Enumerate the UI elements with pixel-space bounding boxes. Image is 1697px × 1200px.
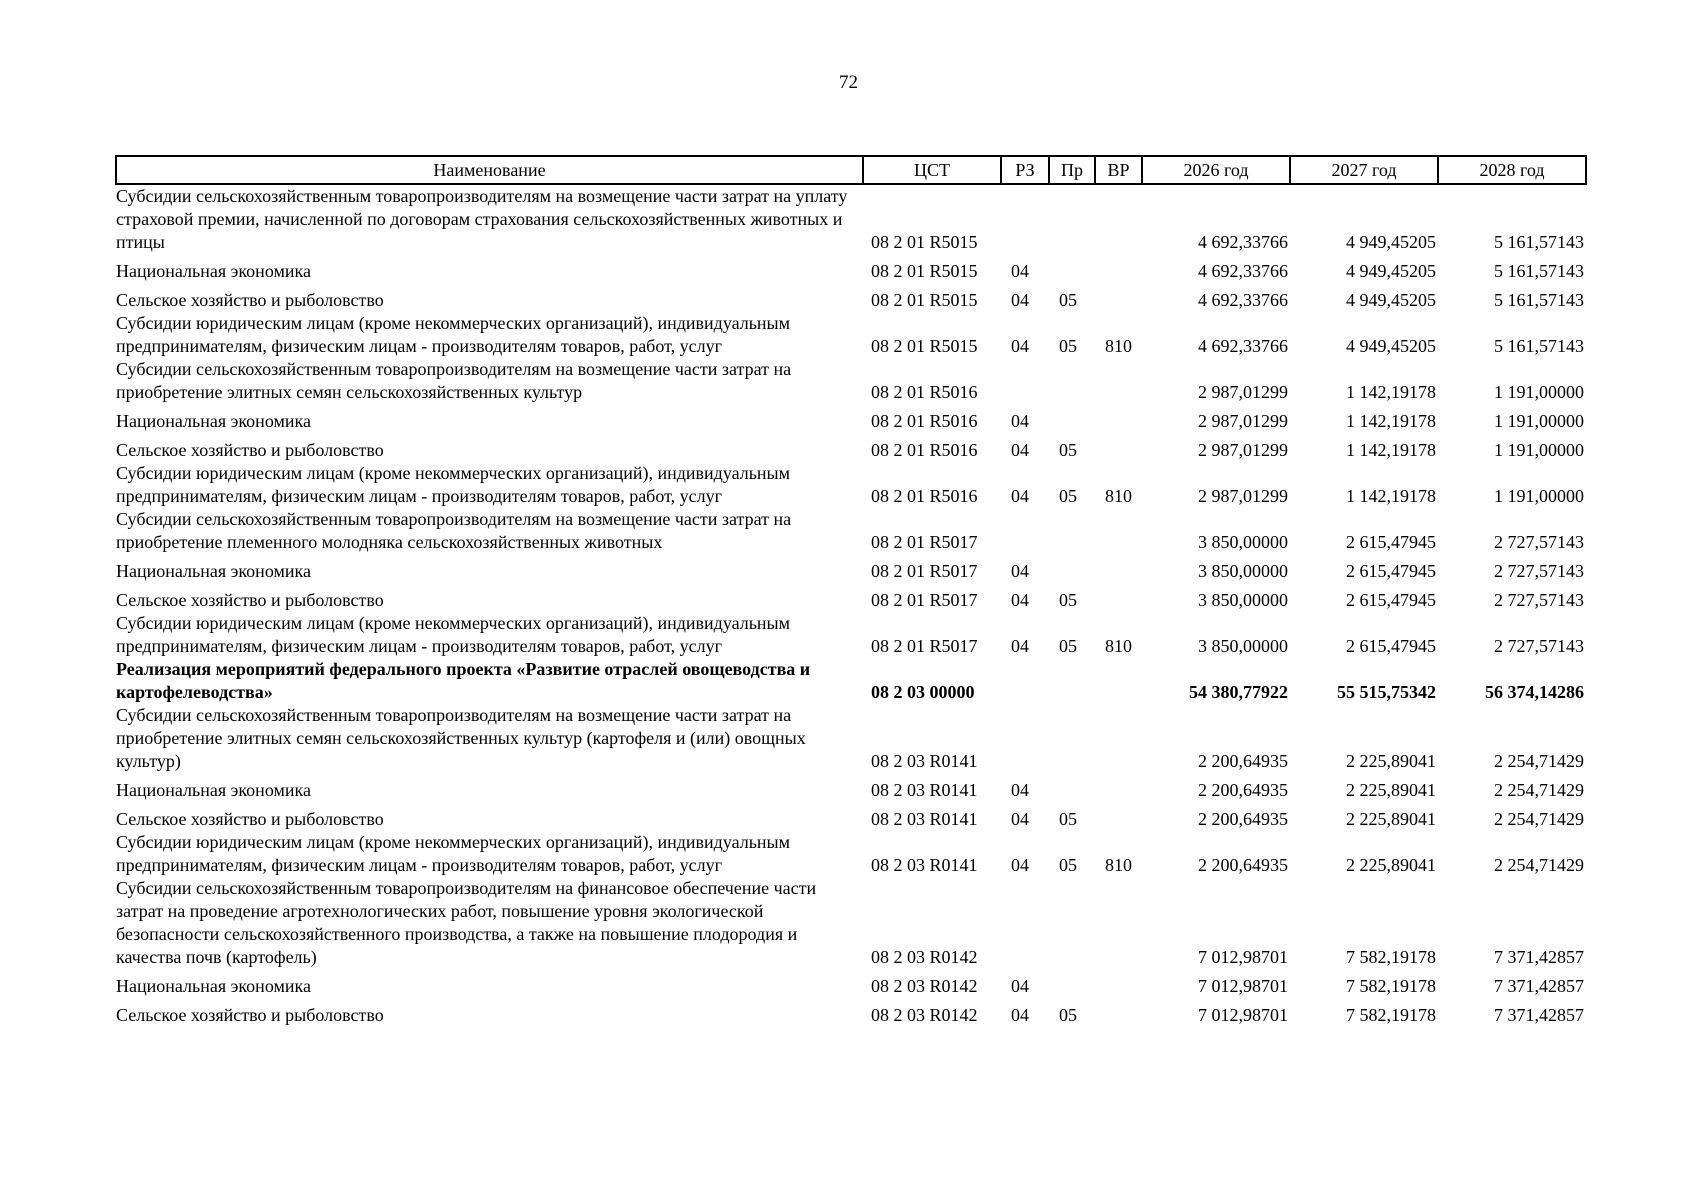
row-value-2026: 3 850,00000 (1198, 636, 1288, 656)
row-value-2026: 3 850,00000 (1198, 590, 1288, 610)
row-cst: 08 2 03 R0142 (871, 1005, 978, 1025)
row-value-2028: 7 371,42857 (1494, 976, 1584, 996)
row-value-2028: 1 191,00000 (1494, 486, 1584, 506)
row-vr: 810 (1105, 855, 1132, 875)
row-cst: 08 2 01 R5016 (871, 440, 978, 460)
row-cst: 08 2 03 R0141 (871, 855, 978, 875)
row-cst: 08 2 01 R5017 (871, 561, 978, 581)
row-rz: 04 (1011, 976, 1029, 996)
row-vr (1095, 358, 1142, 404)
row-rz (1001, 508, 1049, 554)
row-rz: 04 (1011, 561, 1029, 581)
row-value-2028: 2 727,57143 (1494, 532, 1584, 552)
row-value-2026: 2 987,01299 (1198, 382, 1288, 402)
row-cst: 08 2 03 R0142 (871, 976, 978, 996)
row-vr (1095, 877, 1142, 969)
page-number: 72 (839, 72, 858, 93)
row-name: Субсидии юридическим лицам (кроме некоммерческих организаций), индивидуальным предпринимателям, физическим лицам - производителям товаров, работ, услуг (116, 832, 791, 875)
header-rz: РЗ (1001, 156, 1049, 184)
header-2028: 2028 год (1438, 156, 1586, 184)
row-name: Сельское хозяйство и рыболовство (116, 809, 384, 829)
row-value-2028: 2 727,57143 (1494, 561, 1584, 581)
table-row (116, 831, 1586, 877)
row-name: Национальная экономика (116, 780, 311, 800)
table-row (116, 658, 1586, 704)
row-cst: 08 2 01 R5017 (871, 590, 978, 610)
row-cst: 08 2 03 R0141 (871, 751, 978, 771)
row-pr: 05 (1059, 636, 1077, 656)
row-vr (1095, 583, 1142, 612)
row-vr (1095, 184, 1142, 254)
table-row (116, 704, 1586, 773)
row-pr (1049, 773, 1095, 802)
row-name: Субсидии юридическим лицам (кроме некоммерческих организаций), индивидуальным предпринимателям, физическим лицам - производителям товаров, работ, услуг (116, 313, 791, 356)
row-value-2028: 5 161,57143 (1494, 261, 1584, 281)
row-value-2027: 4 949,45205 (1346, 336, 1436, 356)
row-cst: 08 2 01 R5015 (871, 261, 978, 281)
row-name: Национальная экономика (116, 976, 311, 996)
row-value-2027: 7 582,19178 (1346, 947, 1436, 967)
table-row (116, 998, 1586, 1027)
table-row (116, 877, 1586, 969)
row-vr: 810 (1105, 486, 1132, 506)
row-value-2027: 2 615,47945 (1346, 636, 1436, 656)
row-pr: 05 (1059, 290, 1077, 310)
row-value-2027: 55 515,75342 (1337, 682, 1436, 702)
row-value-2027: 1 142,19178 (1346, 382, 1436, 402)
table-row (116, 433, 1586, 462)
row-value-2028: 1 191,00000 (1494, 411, 1584, 431)
row-vr (1095, 254, 1142, 283)
header-2026: 2026 год (1142, 156, 1290, 184)
row-vr (1095, 998, 1142, 1027)
table-header-row (116, 156, 1586, 184)
table-row (116, 554, 1586, 583)
row-value-2028: 5 161,57143 (1494, 336, 1584, 356)
row-value-2026: 2 987,01299 (1198, 411, 1288, 431)
row-value-2028: 5 161,57143 (1494, 232, 1584, 252)
row-value-2028: 7 371,42857 (1494, 947, 1584, 967)
row-value-2026: 2 200,64935 (1198, 780, 1288, 800)
row-name: Сельское хозяйство и рыболовство (116, 590, 384, 610)
row-value-2028: 2 254,71429 (1494, 780, 1584, 800)
row-value-2026: 7 012,98701 (1198, 947, 1288, 967)
row-pr: 05 (1059, 590, 1077, 610)
row-rz: 04 (1011, 290, 1029, 310)
row-value-2026: 4 692,33766 (1198, 232, 1288, 252)
row-value-2027: 2 225,89041 (1346, 855, 1436, 875)
row-pr (1049, 704, 1095, 773)
row-name: Национальная экономика (116, 561, 311, 581)
row-vr: 810 (1105, 336, 1132, 356)
table-row (116, 404, 1586, 433)
row-value-2028: 2 254,71429 (1494, 751, 1584, 771)
row-rz: 04 (1011, 440, 1029, 460)
header-pr: Пр (1049, 156, 1095, 184)
row-rz: 04 (1011, 261, 1029, 281)
row-value-2026: 2 987,01299 (1198, 440, 1288, 460)
row-pr: 05 (1059, 1005, 1077, 1025)
row-name: Сельское хозяйство и рыболовство (116, 1005, 384, 1025)
row-pr (1049, 184, 1095, 254)
row-name: Национальная экономика (116, 411, 311, 431)
table-row (116, 583, 1586, 612)
row-vr (1095, 283, 1142, 312)
table-body (116, 184, 1586, 1027)
row-name: Субсидии сельскохозяйственным товаропроизводителям на возмещение части затрат на приобретение элитных семян сельскохозяйственных культур (картофеля и (или) овощных культур) (116, 705, 806, 771)
row-pr: 05 (1059, 855, 1077, 875)
table-row (116, 802, 1586, 831)
row-value-2026: 2 200,64935 (1198, 751, 1288, 771)
row-pr: 05 (1059, 809, 1077, 829)
table-row (116, 969, 1586, 998)
header-vr: ВР (1095, 156, 1142, 184)
row-rz (1001, 184, 1049, 254)
header-name: Наименование (116, 156, 863, 184)
row-value-2027: 7 582,19178 (1346, 1005, 1436, 1025)
row-vr (1095, 554, 1142, 583)
row-cst: 08 2 01 R5016 (871, 486, 978, 506)
table-row (116, 508, 1586, 554)
row-value-2026: 2 200,64935 (1198, 809, 1288, 829)
table-row (116, 184, 1586, 254)
row-cst: 08 2 01 R5015 (871, 232, 978, 252)
row-cst: 08 2 03 R0141 (871, 809, 978, 829)
row-rz: 04 (1011, 855, 1029, 875)
row-value-2028: 5 161,57143 (1494, 290, 1584, 310)
row-value-2026: 2 987,01299 (1198, 486, 1288, 506)
row-rz: 04 (1011, 590, 1029, 610)
row-cst: 08 2 03 00000 (871, 682, 975, 702)
table-row (116, 358, 1586, 404)
row-value-2027: 4 949,45205 (1346, 290, 1436, 310)
table-row (116, 283, 1586, 312)
row-cst: 08 2 01 R5017 (871, 636, 978, 656)
row-pr (1049, 254, 1095, 283)
row-vr (1095, 802, 1142, 831)
row-rz: 04 (1011, 336, 1029, 356)
row-value-2027: 2 225,89041 (1346, 780, 1436, 800)
row-pr: 05 (1059, 440, 1077, 460)
row-value-2026: 2 200,64935 (1198, 855, 1288, 875)
row-value-2027: 1 142,19178 (1346, 411, 1436, 431)
row-cst: 08 2 01 R5017 (871, 532, 978, 552)
row-cst: 08 2 01 R5016 (871, 382, 978, 402)
row-cst: 08 2 01 R5015 (871, 336, 978, 356)
row-value-2026: 3 850,00000 (1198, 561, 1288, 581)
row-value-2027: 2 615,47945 (1346, 532, 1436, 552)
table-row (116, 773, 1586, 802)
row-cst: 08 2 01 R5016 (871, 411, 978, 431)
header-2027: 2027 год (1290, 156, 1438, 184)
row-value-2026: 4 692,33766 (1198, 290, 1288, 310)
row-vr: 810 (1105, 636, 1132, 656)
row-value-2026: 54 380,77922 (1189, 682, 1288, 702)
row-pr: 05 (1059, 336, 1077, 356)
row-rz: 04 (1011, 809, 1029, 829)
row-vr (1095, 433, 1142, 462)
row-value-2027: 1 142,19178 (1346, 486, 1436, 506)
row-rz (1001, 358, 1049, 404)
row-value-2028: 2 727,57143 (1494, 636, 1584, 656)
budget-table (115, 155, 1587, 1027)
row-value-2027: 2 225,89041 (1346, 751, 1436, 771)
row-pr (1049, 969, 1095, 998)
header-cst: ЦСТ (863, 156, 1001, 184)
row-value-2026: 7 012,98701 (1198, 976, 1288, 996)
row-value-2028: 2 254,71429 (1494, 809, 1584, 829)
row-pr: 05 (1059, 486, 1077, 506)
row-name: Субсидии сельскохозяйственным товаропроизводителям на финансовое обеспечение части затрат на проведение агротехнологических работ, повышение уровня экологической безопасности сельскохозяйственного производства, а также на повышение плодородия и качества почв (картофель) (116, 878, 817, 967)
row-value-2028: 2 727,57143 (1494, 590, 1584, 610)
row-rz: 04 (1011, 411, 1029, 431)
row-value-2028: 1 191,00000 (1494, 382, 1584, 402)
row-pr (1049, 404, 1095, 433)
table-row (116, 254, 1586, 283)
table-row (116, 462, 1586, 508)
row-value-2026: 3 850,00000 (1198, 532, 1288, 552)
row-pr (1049, 554, 1095, 583)
row-value-2027: 4 949,45205 (1346, 232, 1436, 252)
row-cst: 08 2 03 R0142 (871, 947, 978, 967)
row-value-2027: 2 615,47945 (1346, 590, 1436, 610)
row-vr (1095, 704, 1142, 773)
row-value-2027: 1 142,19178 (1346, 440, 1436, 460)
row-name: Субсидии сельскохозяйственным товаропроизводителям на возмещение части затрат на уплату страховой премии, начисленной по договорам страхования сельскохозяйственных животных и птицы (116, 186, 848, 252)
row-value-2028: 7 371,42857 (1494, 1005, 1584, 1025)
row-name: Субсидии юридическим лицам (кроме некоммерческих организаций), индивидуальным предпринимателям, физическим лицам - производителям товаров, работ, услуг (116, 463, 791, 506)
row-value-2028: 2 254,71429 (1494, 855, 1584, 875)
row-rz: 04 (1011, 636, 1029, 656)
row-vr (1095, 404, 1142, 433)
row-rz: 04 (1011, 486, 1029, 506)
row-pr (1049, 658, 1095, 704)
table-row (116, 612, 1586, 658)
row-name: Сельское хозяйство и рыболовство (116, 440, 384, 460)
row-name: Субсидии сельскохозяйственным товаропроизводителям на возмещение части затрат на приобретение племенного молодняка сельскохозяйственных животных (116, 509, 792, 552)
row-name: Национальная экономика (116, 261, 311, 281)
row-rz (1001, 877, 1049, 969)
row-value-2028: 56 374,14286 (1485, 682, 1584, 702)
row-name: Субсидии сельскохозяйственным товаропроизводителям на возмещение части затрат на приобретение элитных семян сельскохозяйственных культур (116, 359, 792, 402)
row-vr (1095, 969, 1142, 998)
row-value-2027: 2 615,47945 (1346, 561, 1436, 581)
row-value-2026: 4 692,33766 (1198, 261, 1288, 281)
row-value-2026: 7 012,98701 (1198, 1005, 1288, 1025)
row-pr (1049, 877, 1095, 969)
row-cst: 08 2 03 R0141 (871, 780, 978, 800)
row-name: Сельское хозяйство и рыболовство (116, 290, 384, 310)
row-rz: 04 (1011, 780, 1029, 800)
row-value-2027: 2 225,89041 (1346, 809, 1436, 829)
row-cst: 08 2 01 R5015 (871, 290, 978, 310)
row-vr (1095, 773, 1142, 802)
row-pr (1049, 358, 1095, 404)
row-name: Субсидии юридическим лицам (кроме некоммерческих организаций), индивидуальным предпринимателям, физическим лицам - производителям товаров, работ, услуг (116, 613, 791, 656)
row-rz (1001, 704, 1049, 773)
row-value-2027: 4 949,45205 (1346, 261, 1436, 281)
row-vr (1095, 658, 1142, 704)
row-vr (1095, 508, 1142, 554)
row-pr (1049, 508, 1095, 554)
row-value-2028: 1 191,00000 (1494, 440, 1584, 460)
table-row (116, 312, 1586, 358)
row-value-2027: 7 582,19178 (1346, 976, 1436, 996)
row-rz: 04 (1011, 1005, 1029, 1025)
row-name: Реализация мероприятий федерального проекта «Развитие отраслей овощеводства и картофелеводства» (116, 659, 811, 702)
row-value-2026: 4 692,33766 (1198, 336, 1288, 356)
row-rz (1001, 658, 1049, 704)
